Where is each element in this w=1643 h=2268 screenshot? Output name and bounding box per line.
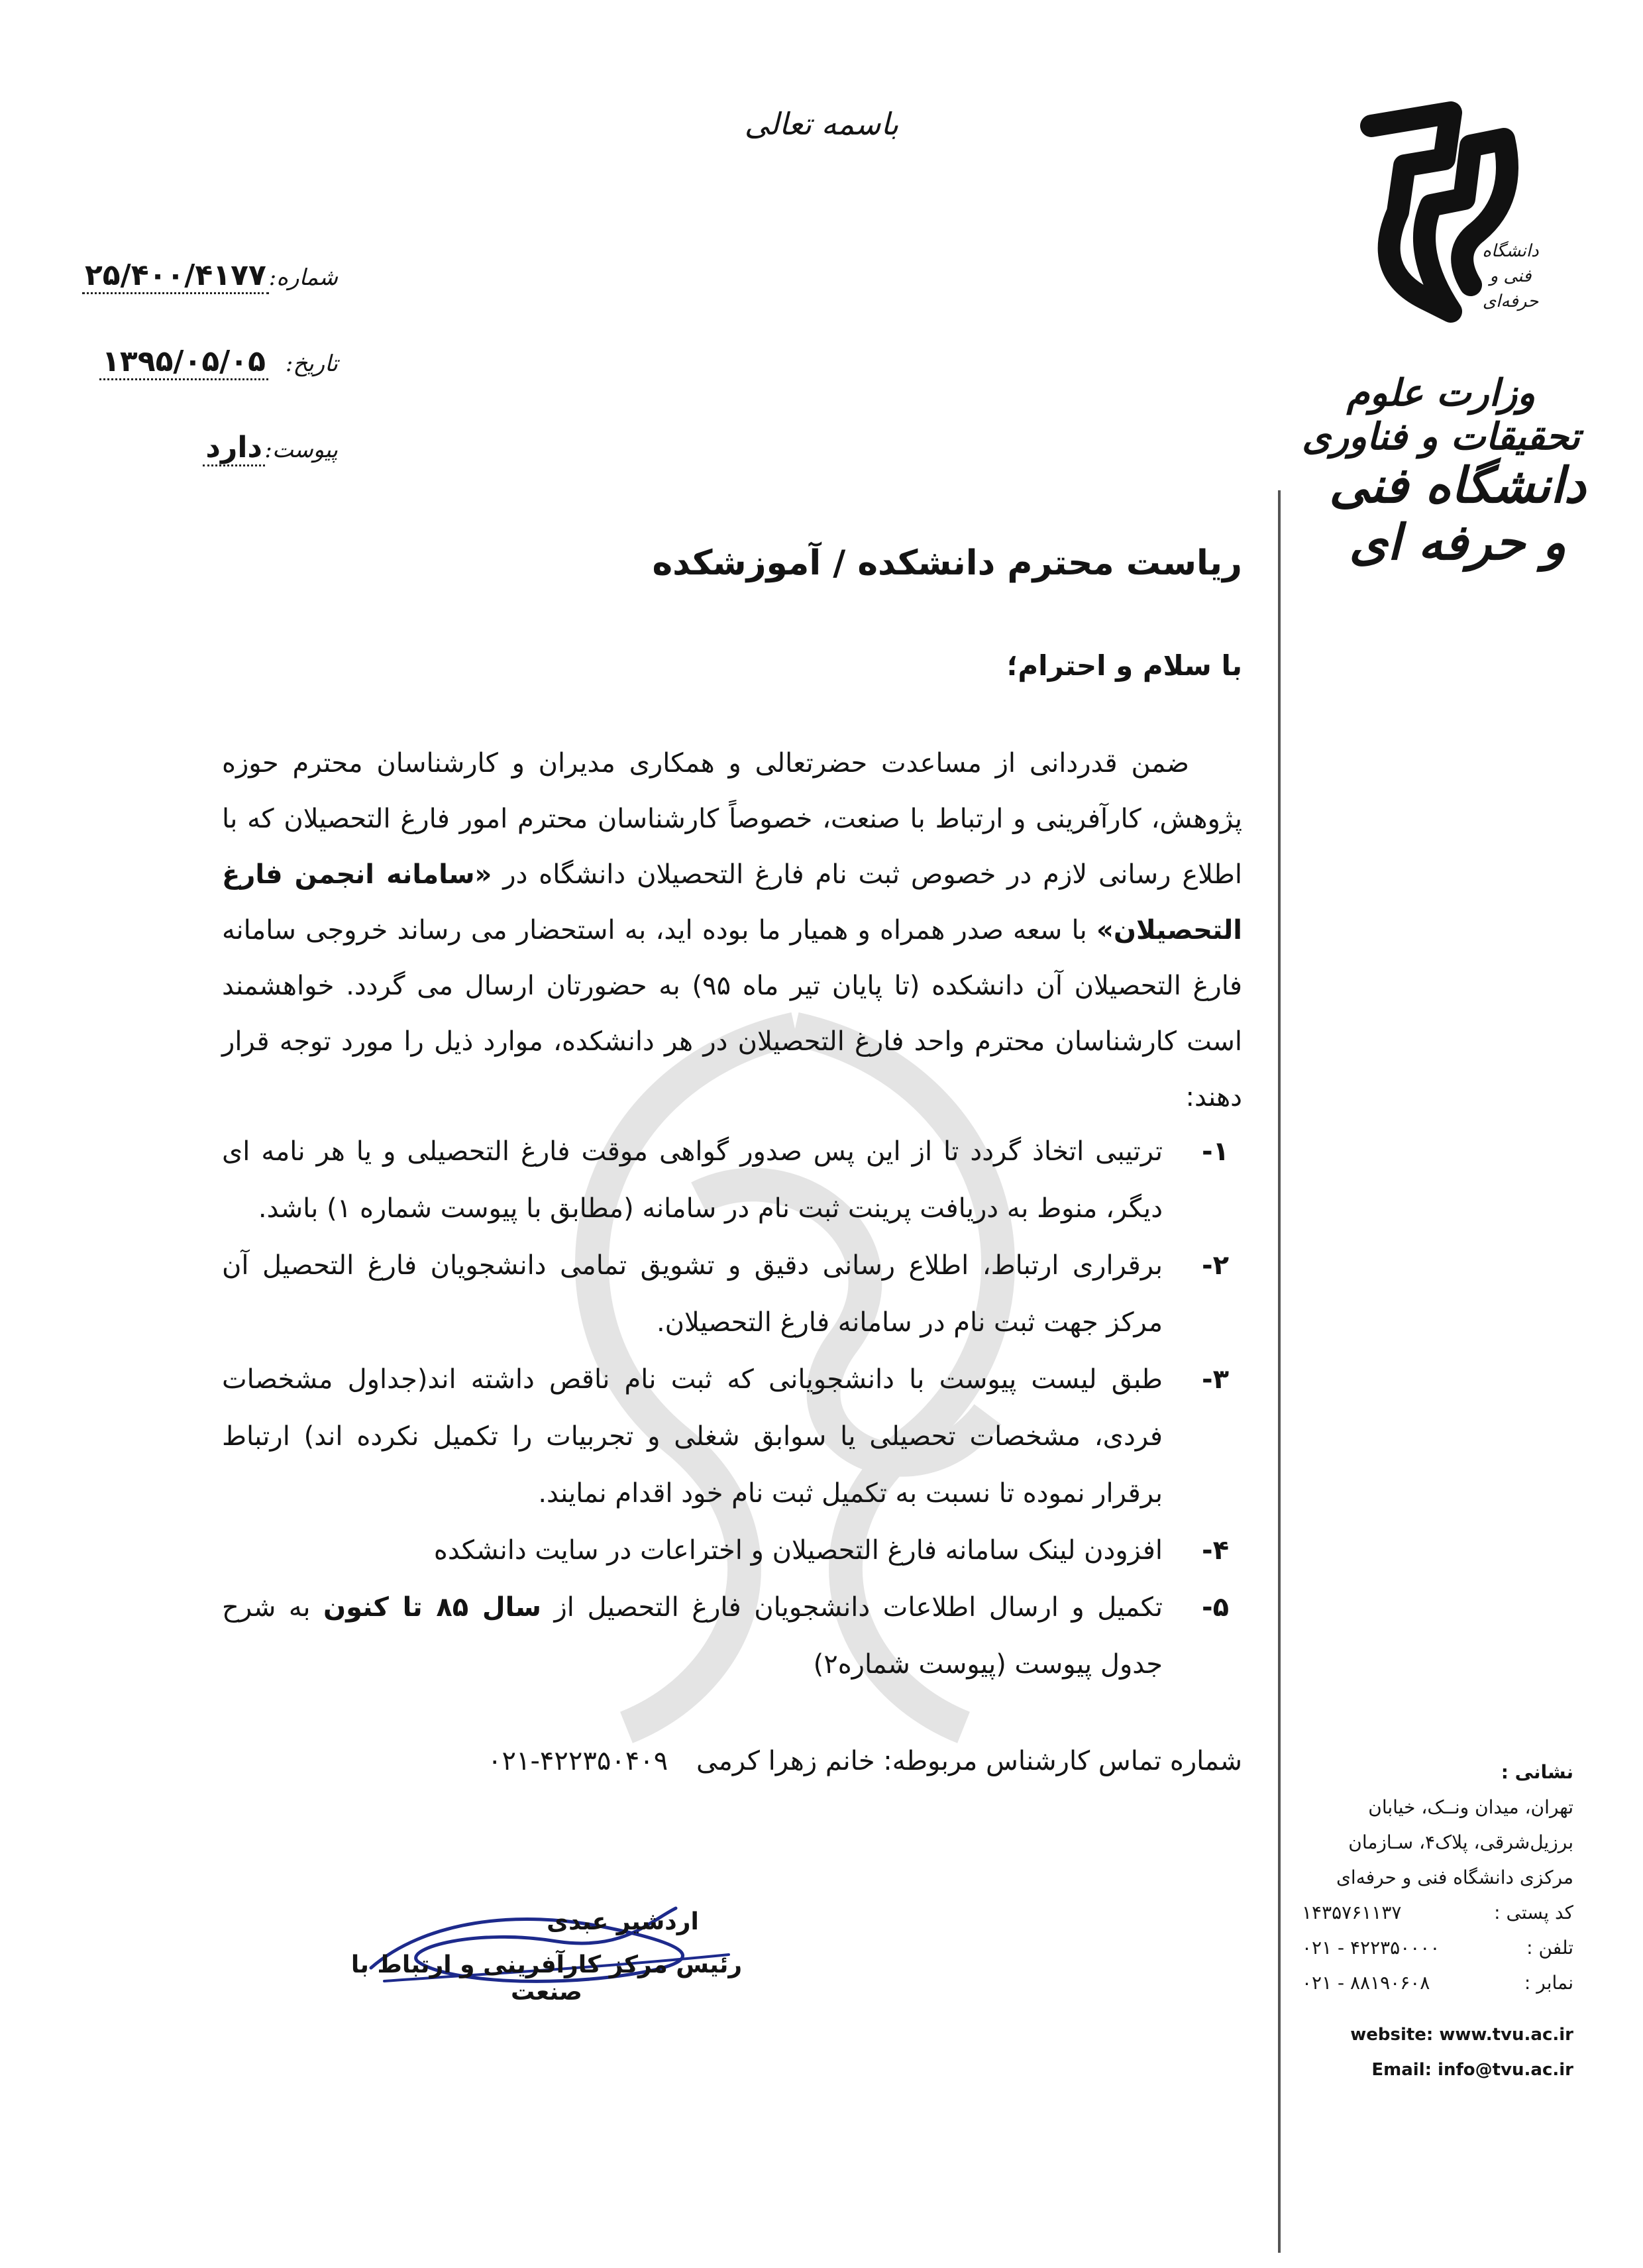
- list-item: [222, 1123, 1236, 1237]
- university-name: دانشگاه فنی و حرفه ای: [1329, 457, 1586, 571]
- fax-number: ۰۲۱ - ۸۸۱۹۰۶۰۸: [1302, 1972, 1430, 1994]
- phone-label: تلفن :: [1526, 1937, 1573, 1959]
- phone-number: ۰۲۱ - ۴۲۲۳۵۰۰۰۰: [1302, 1937, 1440, 1959]
- list-item: [222, 1522, 1236, 1579]
- logo-caption-line1: دانشگاه: [1482, 241, 1539, 261]
- list-item: [222, 1351, 1236, 1522]
- number-row: [84, 258, 338, 345]
- item5-period: سال ۸۵ تا کنون: [323, 1592, 541, 1623]
- number-value: ۲۵/۴۰۰/۴۱۷۷: [82, 258, 269, 294]
- website: website: www.tvu.ac.ir: [1350, 2025, 1573, 2045]
- item5-text-1: تکمیل و ارسال اطلاعات دانشجویان فارغ التحصیل از: [541, 1592, 1163, 1623]
- list-item: [222, 1237, 1236, 1351]
- item-text: [222, 1579, 1163, 1693]
- intro-text-1: ضمن قدردانی از مساعدت حضرتعالی و همکاری مدیران و کارشناسان محترم حوزه پژوهش، کارآفرینی و ارتباط با صنعت، خصوصاً کارشناسان محترم امور فارغ التحصیلان که با اطلاع رسانی لازم در خصوص ثبت نام فارغ التحصیلان دانشگاه در: [222, 748, 1243, 890]
- attachment-label: پیوست:: [264, 437, 338, 463]
- postal-code: ۱۴۳۵۷۶۱۱۳۷: [1302, 1902, 1402, 1923]
- logo-caption-line2: فنی و حرفه‌ای: [1482, 266, 1539, 311]
- greeting: با سلام و احترام؛: [1006, 649, 1242, 682]
- item-number: ۳-: [1201, 1364, 1229, 1395]
- contact-label: شماره تماس کارشناس مربوطه: خانم زهرا کرمی: [696, 1746, 1242, 1776]
- contact-line: [488, 1746, 1242, 1776]
- intro-text-2: با سعه صدر همراه و همیار ما بوده اید، به استحضار می رساند خروجی سامانه فارغ التحصیلان آن دانشکده (تا پایان تیر ماه ۹۵) به حضورتان ارسال می گردد. خواهشمند است کارشناسان محترم واحد فارغ التحصیلان در هر دانشکده، موارد ذیل را مورد توجه قرار دهند:: [222, 915, 1242, 1112]
- bismillah: باسمه تعالی: [744, 106, 899, 142]
- ministry-name: وزارت علوم تحقیقات و فناوری: [1302, 371, 1580, 459]
- fax-label: نمابر :: [1524, 1972, 1573, 1994]
- contact-phone: ۰۲۱-۴۲۲۳۵۰۴۰۹: [488, 1746, 668, 1776]
- logo-caption: [1467, 239, 1554, 314]
- item-text: ترتیبی اتخاذ گردد تا از این پس صدور گواهی موقت فارغ التحصیلی و یا هر نامه ای دیگر، منوط به دریافت پرینت ثبت نام در سامانه (مطابق با پیوست شماره ۱) باشد.: [222, 1136, 1163, 1224]
- phone-row: [1302, 1930, 1573, 1965]
- item-number: ۱-: [1201, 1136, 1229, 1167]
- letter-meta: [84, 258, 338, 517]
- item-number: ۵-: [1201, 1592, 1229, 1623]
- postal-label: کد پستی :: [1494, 1902, 1573, 1923]
- item-number: ۴-: [1201, 1535, 1229, 1566]
- recipient-heading: ریاست محترم دانشکده / آموزشکده: [652, 543, 1242, 583]
- item5-text-2: به شرح جدول پیوست (پیوست شماره۲): [222, 1592, 1163, 1680]
- date-label: تاریخ:: [285, 351, 338, 377]
- number-label: شماره:: [268, 264, 338, 291]
- web-contact: [1302, 2018, 1573, 2088]
- attachment-value: دارد: [203, 431, 265, 466]
- item-number: ۲-: [1201, 1250, 1229, 1281]
- address-line: مرکزی دانشگاه فنی و حرفه‌ای: [1336, 1866, 1573, 1888]
- signatory-title: رئیس مرکز کارآفرینی و ارتباط با صنعت: [350, 1951, 743, 2006]
- signatory-name: اردشیر عبدی: [547, 1908, 699, 1935]
- intro-paragraph: [222, 735, 1242, 1125]
- vertical-divider: [1278, 490, 1281, 2253]
- attachment-row: [99, 431, 338, 517]
- list-item: [222, 1579, 1236, 1693]
- fax-row: [1302, 1965, 1573, 2000]
- address-line: برزیل‌شرقی، پلاک۴، سـازمان: [1348, 1831, 1573, 1853]
- request-list: [222, 1123, 1236, 1693]
- postal-row: [1302, 1895, 1573, 1930]
- email: Email: info@tvu.ac.ir: [1371, 2060, 1573, 2080]
- address-label: نشانی :: [1501, 1761, 1573, 1783]
- intro-system-name: «سامانه انجمن فارغ التحصیلان»: [222, 859, 1242, 945]
- date-value: ۱۳۹۵/۰۵/۰۵: [99, 345, 268, 380]
- item-text: طبق لیست پیوست با دانشجویانی که ثبت نام ناقص داشته اند(جداول مشخصات فردی، مشخصات تحصیلی یا سوابق شغلی و تجربیات را تکمیل نکرده اند) ارتباط برقرار نموده تا نسبت به تکمیل ثبت نام خود اقدام نمایند.: [222, 1364, 1163, 1509]
- item-text: افزودن لینک سامانه فارغ التحصیلان و اختراعات در سایت دانشکده: [433, 1535, 1163, 1566]
- address-block: [1302, 1755, 1573, 2000]
- address-line: تهران، میدان ونــک، خیابان: [1368, 1796, 1573, 1818]
- date-row: [99, 345, 338, 431]
- item-text: برقراری ارتباط، اطلاع رسانی دقیق و تشویق تمامی دانشجویان فارغ التحصیل آن مرکز جهت ثبت نام در سامانه فارغ التحصیلان.: [222, 1250, 1163, 1338]
